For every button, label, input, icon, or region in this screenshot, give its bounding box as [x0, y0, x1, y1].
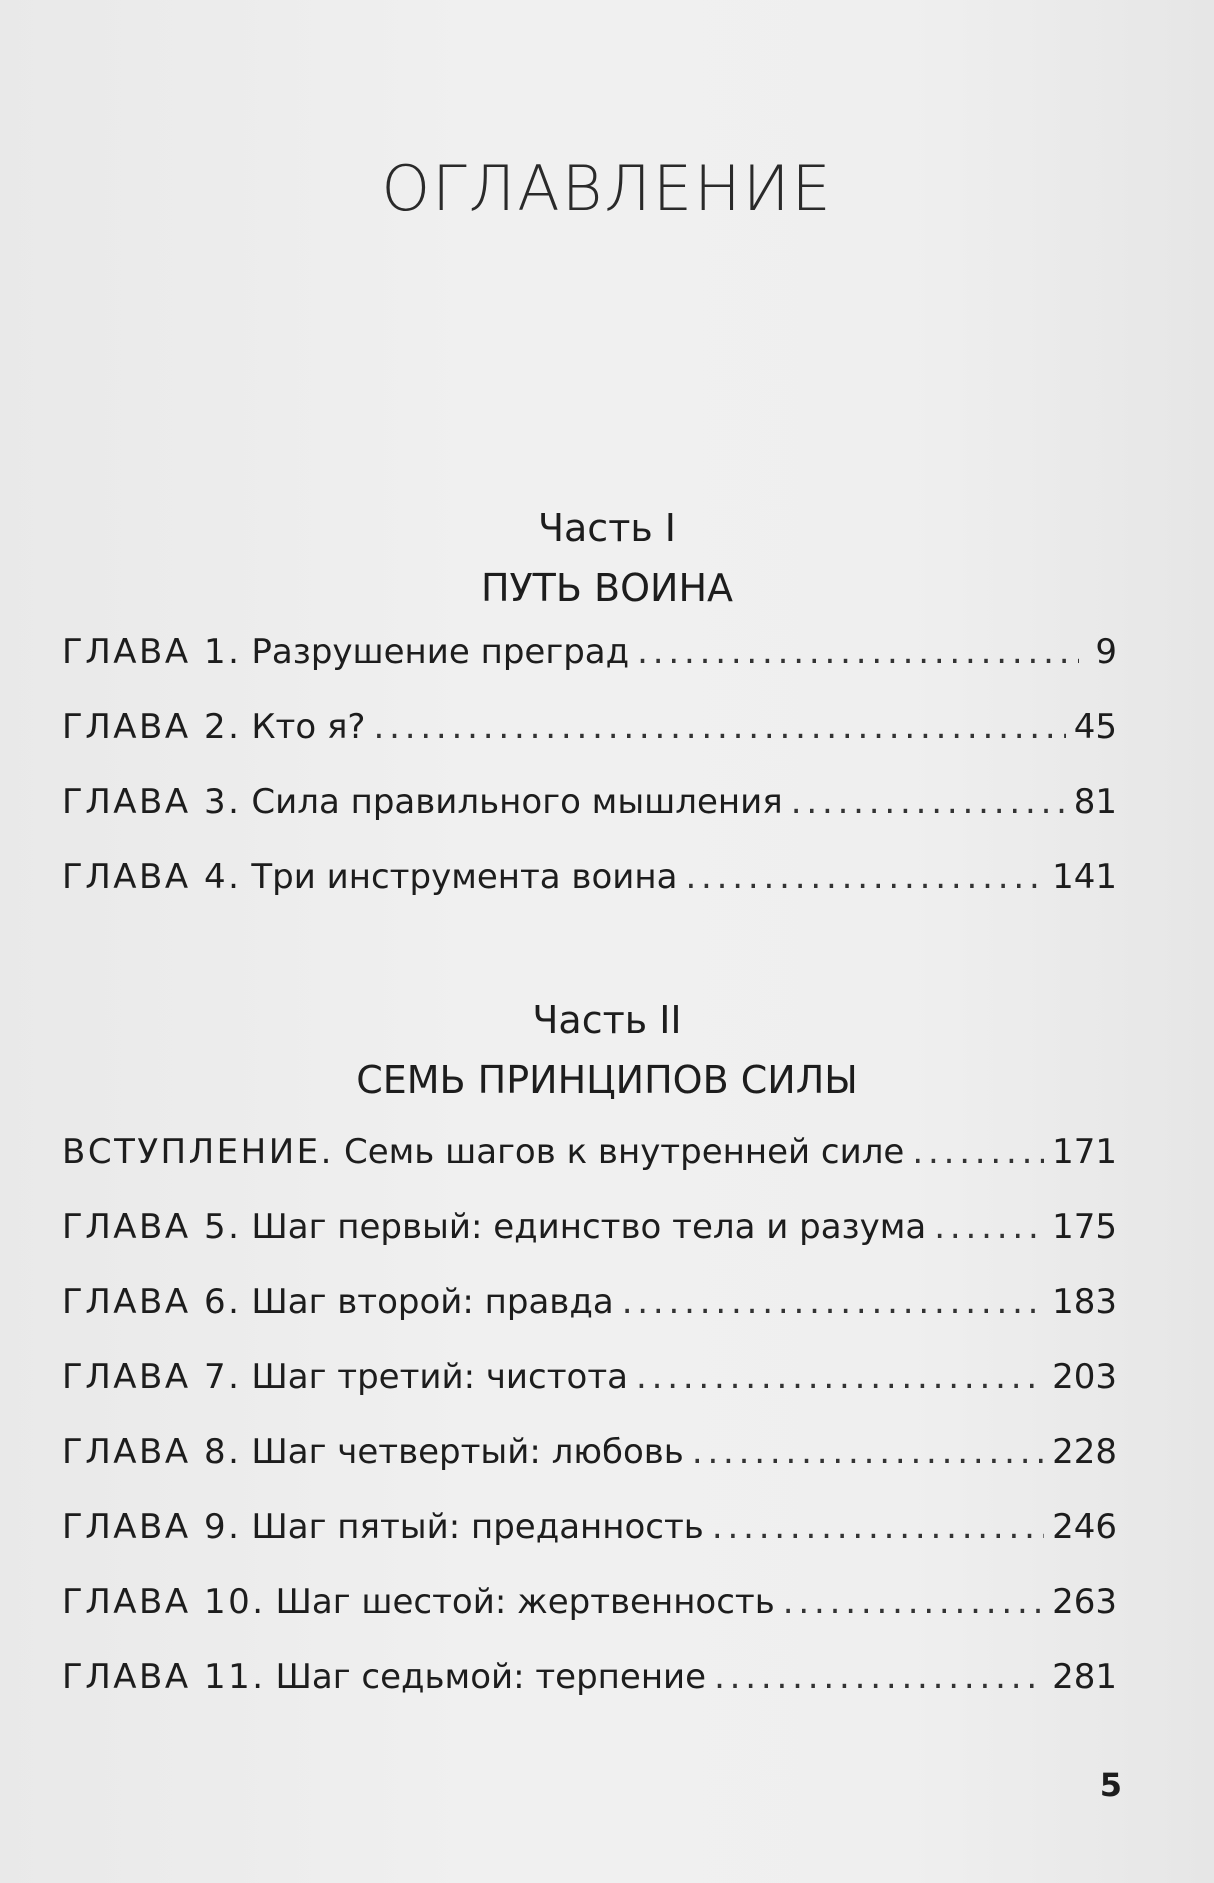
toc-entry-title: Сила правильного мышления [251, 782, 783, 822]
part-label: Часть I [537, 506, 677, 550]
dot-leader [783, 1582, 1044, 1622]
dot-leader [934, 1207, 1044, 1247]
toc-entry[interactable] [62, 1357, 1117, 1432]
toc-entry-title: Три инструмента воина [251, 857, 678, 897]
dot-leader [912, 1132, 1044, 1172]
toc-entry[interactable] [62, 1582, 1117, 1657]
dot-leader [692, 1432, 1044, 1472]
toc-entry-page: 9 [1095, 632, 1117, 672]
toc-entry-title: Шаг второй: правда [251, 1282, 614, 1322]
dot-leader [373, 707, 1065, 747]
toc-entry[interactable] [62, 707, 1117, 782]
toc-entry-label: ГЛАВА 4. [62, 857, 242, 897]
toc-entry-page: 141 [1052, 857, 1117, 897]
toc-entry[interactable] [62, 1507, 1117, 1582]
toc-entry-label: ВСТУПЛЕНИЕ. [62, 1132, 334, 1172]
toc-entry[interactable] [62, 782, 1117, 857]
part-heading-2 [0, 990, 1214, 1110]
part-heading-1 [0, 498, 1214, 618]
toc-entry-label: ГЛАВА 3. [62, 782, 242, 822]
toc-entry-title: Шаг седьмой: терпение [275, 1657, 707, 1697]
dot-leader [714, 1657, 1044, 1697]
toc-entry-page: 246 [1052, 1507, 1117, 1547]
part-title: СЕМЬ ПРИНЦИПОВ СИЛЫ [356, 1058, 858, 1102]
toc-entry[interactable] [62, 1657, 1117, 1732]
toc-entry-label: ГЛАВА 11. [62, 1657, 266, 1697]
toc-entry-title: Кто я? [251, 707, 366, 747]
dot-leader [685, 857, 1044, 897]
toc-entry-title: Разрушение преград [251, 632, 630, 672]
toc-entry-label: ГЛАВА 6. [62, 1282, 242, 1322]
toc-entry-page: 171 [1052, 1132, 1117, 1172]
dot-leader [622, 1282, 1044, 1322]
toc-entry[interactable] [62, 1432, 1117, 1507]
toc-entry-title: Семь шагов к внутренней силе [343, 1132, 905, 1172]
toc-entry[interactable] [62, 857, 1117, 932]
toc-entry-title: Шаг третий: чистота [251, 1357, 628, 1397]
toc-entry-page: 183 [1052, 1282, 1117, 1322]
toc-entry[interactable] [62, 1207, 1117, 1282]
toc-entry[interactable] [62, 1132, 1117, 1207]
dot-leader [637, 632, 1079, 672]
dot-leader [636, 1357, 1044, 1397]
toc-entry-title: Шаг шестой: жертвенность [275, 1582, 775, 1622]
part-label: Часть II [532, 998, 682, 1042]
toc-entry-page: 45 [1073, 707, 1117, 747]
toc-entry-label: ГЛАВА 10. [62, 1582, 266, 1622]
toc-entry-label: ГЛАВА 8. [62, 1432, 242, 1472]
toc-entry-page: 81 [1073, 782, 1117, 822]
page-title: ОГЛАВЛЕНИЕ [381, 152, 833, 225]
dot-leader [712, 1507, 1044, 1547]
part-title: ПУТЬ ВОИНА [480, 566, 734, 610]
toc-entry-label: ГЛАВА 2. [62, 707, 242, 747]
toc-entry-title: Шаг первый: единство тела и разума [251, 1207, 927, 1247]
page-number: 5 [1099, 1766, 1122, 1804]
dot-leader [791, 782, 1066, 822]
toc-entry[interactable] [62, 1282, 1117, 1357]
toc-entry-label: ГЛАВА 7. [62, 1357, 242, 1397]
toc-entry-title: Шаг четвертый: любовь [251, 1432, 684, 1472]
toc-entry-page: 263 [1052, 1582, 1117, 1622]
toc-entry-page: 203 [1052, 1357, 1117, 1397]
toc-list-part-1 [62, 632, 1117, 932]
toc-entry-label: ГЛАВА 9. [62, 1507, 242, 1547]
toc-entry-label: ГЛАВА 5. [62, 1207, 242, 1247]
toc-entry-page: 228 [1052, 1432, 1117, 1472]
toc-list-part-2 [62, 1132, 1117, 1732]
toc-entry-page: 175 [1052, 1207, 1117, 1247]
toc-entry-page: 281 [1052, 1657, 1117, 1697]
toc-entry-label: ГЛАВА 1. [62, 632, 242, 672]
toc-entry[interactable] [62, 632, 1117, 707]
toc-entry-title: Шаг пятый: преданность [251, 1507, 704, 1547]
